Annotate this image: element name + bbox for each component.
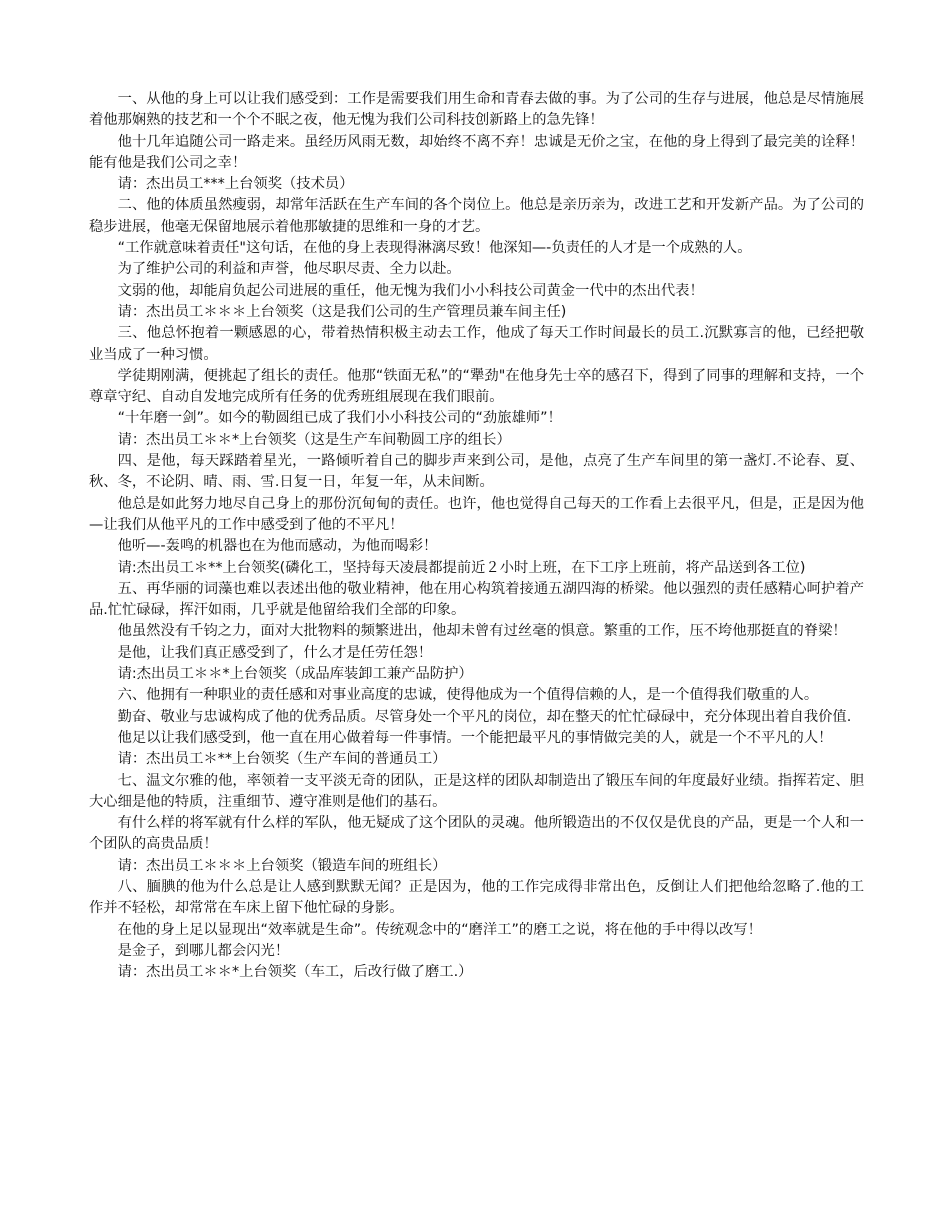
paragraph-7: 三、他总怀抱着一颗感恩的心，带着热情积极主动去工作，他成了每天工作时间最长的员工.沉默寡言的他，已经把敬业当成了一种习惯。 bbox=[89, 325, 864, 363]
paragraph-5: 为了维护公司的利益和声誉，他尽职尽责、全力以赴。 bbox=[117, 261, 461, 278]
paragraph-12: 他听—-轰鸣的机器也在为他而感动，为他而喝彩！ bbox=[117, 538, 438, 555]
paragraph-11: 他总是如此努力地尽自己身上的那份沉甸甸的责任。也许，他也觉得自己每天的工作看上去很平凡，但是，正是因为他—让我们从他平凡的工作中感受到了他的不平凡！ bbox=[89, 495, 864, 533]
paragraph-3: 二、他的体质虽然瘦弱，却常年活跃在生产车间的各个岗位上。他总是亲历亲为，改进工艺和开发新产品。为了公司的稳步进展，他毫无保留地展示着他那敏捷的思维和一身的才艺。 bbox=[89, 197, 864, 235]
paragraph-6: 文弱的他，却能肩负起公司进展的重任，他无愧为我们小小科技公司黄金一代中的杰出代表！ bbox=[117, 282, 704, 299]
award-call-1: 请：杰出员工***上台领奖（技术员） bbox=[117, 176, 354, 193]
paragraph-2: 他十几年追随公司一路走来。虽经历风雨无数，却始终不离不弃！忠诚是无价之宝，在他的身上得到了最完美的诠释！能有他是我们公司之幸！ bbox=[89, 133, 864, 171]
paragraph-9: “十年磨一剑”。如今的勒圆组已成了我们小小科技公司的“劲旅雄师”！ bbox=[117, 410, 562, 427]
paragraph-4: “工作就意味着责任"这句话，在他的身上表现得淋漓尽致！他深知—-负责任的人才是一个成熟的人。 bbox=[117, 240, 752, 257]
award-call-5: 请:杰出员工＊＊*上台领奖（成品库装卸工兼产品防护） bbox=[117, 666, 473, 683]
award-call-7: 请：杰出员工＊＊＊上台领奖（锻造车间的班组长） bbox=[117, 857, 447, 874]
paragraph-19: 七、温文尔雅的他，率领着一支平淡无奇的团队，正是这样的团队却制造出了锻压车间的年度最好业绩。指挥若定、胆大心细是他的特质，注重细节、遵守准则是他们的基石。 bbox=[89, 772, 864, 810]
paragraph-14: 他虽然没有千钧之力，面对大批物料的频繁进出，他却未曾有过丝毫的惧意。繁重的工作，压不垮他那挺直的脊梁！ bbox=[117, 623, 847, 640]
paragraph-10: 四、是他，每天踩踏着星光，一路倾听着自己的脚步声来到公司，是他，点亮了生产车间里的第一盏灯.不论春、夏、秋、冬，不论阴、晴、雨、雪.日复一日，年复一年，从未间断。 bbox=[89, 453, 864, 491]
paragraph-22: 在他的身上足以显现出“效率就是生命”。传统观念中的“磨洋工”的磨工之说，将在他的手中得以改写！ bbox=[117, 921, 762, 938]
paragraph-8: 学徒期刚满，便挑起了组长的责任。他那“铁面无私”的“犟劲"在他身先士卒的感召下，得到了同事的理解和支持，一个尊章守纪、自动自发地完成所有任务的优秀班组展现在我们眼前。 bbox=[89, 367, 864, 406]
paragraph-21: 八、腼腆的他为什么总是让人感到默默无闻？正是因为，他的工作完成得非常出色，反倒让人们把他给忽略了.他的工作并不轻松，却常常在车床上留下他忙碌的身影。 bbox=[89, 878, 864, 917]
paragraph-16: 六、他拥有一种职业的责任感和对事业高度的忠诚，使得他成为一个值得信赖的人，是一个值得我们敬重的人。 bbox=[117, 687, 819, 704]
paragraph-20: 有什么样的将军就有什么样的军队，他无疑成了这个团队的灵魂。他所锻造出的不仅仅是优良的产品，更是一个人和一个团队的高贵品质！ bbox=[89, 815, 864, 853]
paragraph-18: 他足以让我们感受到，他一直在用心做着每一件事情。一个能把最平凡的事情做完美的人，就是一个不平凡的人！ bbox=[117, 729, 833, 746]
paragraph-23: 是金子，到哪儿都会闪光！ bbox=[117, 942, 290, 959]
paragraph-15: 是他，让我们真正感受到了，什么才是任劳任怨！ bbox=[117, 644, 433, 661]
award-call-4: 请:杰出员工＊**上台领奖(磷化工，坚持每天凌晨都提前近２小时上班，在下工序上班前，将产品送到各工位) bbox=[117, 559, 806, 576]
paragraph-13: 五、再华丽的词藻也难以表述出他的敬业精神，他在用心构筑着接通五湖四海的桥梁。他以强烈的责任感精心呵护着产品.忙忙碌碌，挥汗如雨，几乎就是他留给我们全部的印象。 bbox=[89, 580, 864, 619]
paragraph-17: 勤奋、敬业与忠诚构成了他的优秀品质。尽管身处一个平凡的岗位，却在整天的忙忙碌碌中，充分体现出着自我价值. bbox=[117, 708, 852, 725]
paragraph-1: 一、从他的身上可以让我们感受到：工作是需要我们用生命和青春去做的事。为了公司的生存与进展，他总是尽情施展着他那娴熟的技艺和一个个不眠之夜，他无愧为我们公司科技创新路上的急先锋！ bbox=[89, 91, 864, 129]
award-call-2: 请：杰出员工＊＊＊上台领奖（这是我们公司的生产管理员兼车间主任) bbox=[117, 303, 567, 320]
award-call-6: 请：杰出员工＊**上台领奖（生产车间的普通员工） bbox=[117, 751, 447, 768]
award-call-8: 请：杰出员工＊＊*上台领奖（车工，后改行做了磨工.） bbox=[117, 964, 473, 981]
award-call-3: 请：杰出员工＊＊*上台领奖（这是生产车间勒圆工序的组长） bbox=[117, 431, 511, 448]
